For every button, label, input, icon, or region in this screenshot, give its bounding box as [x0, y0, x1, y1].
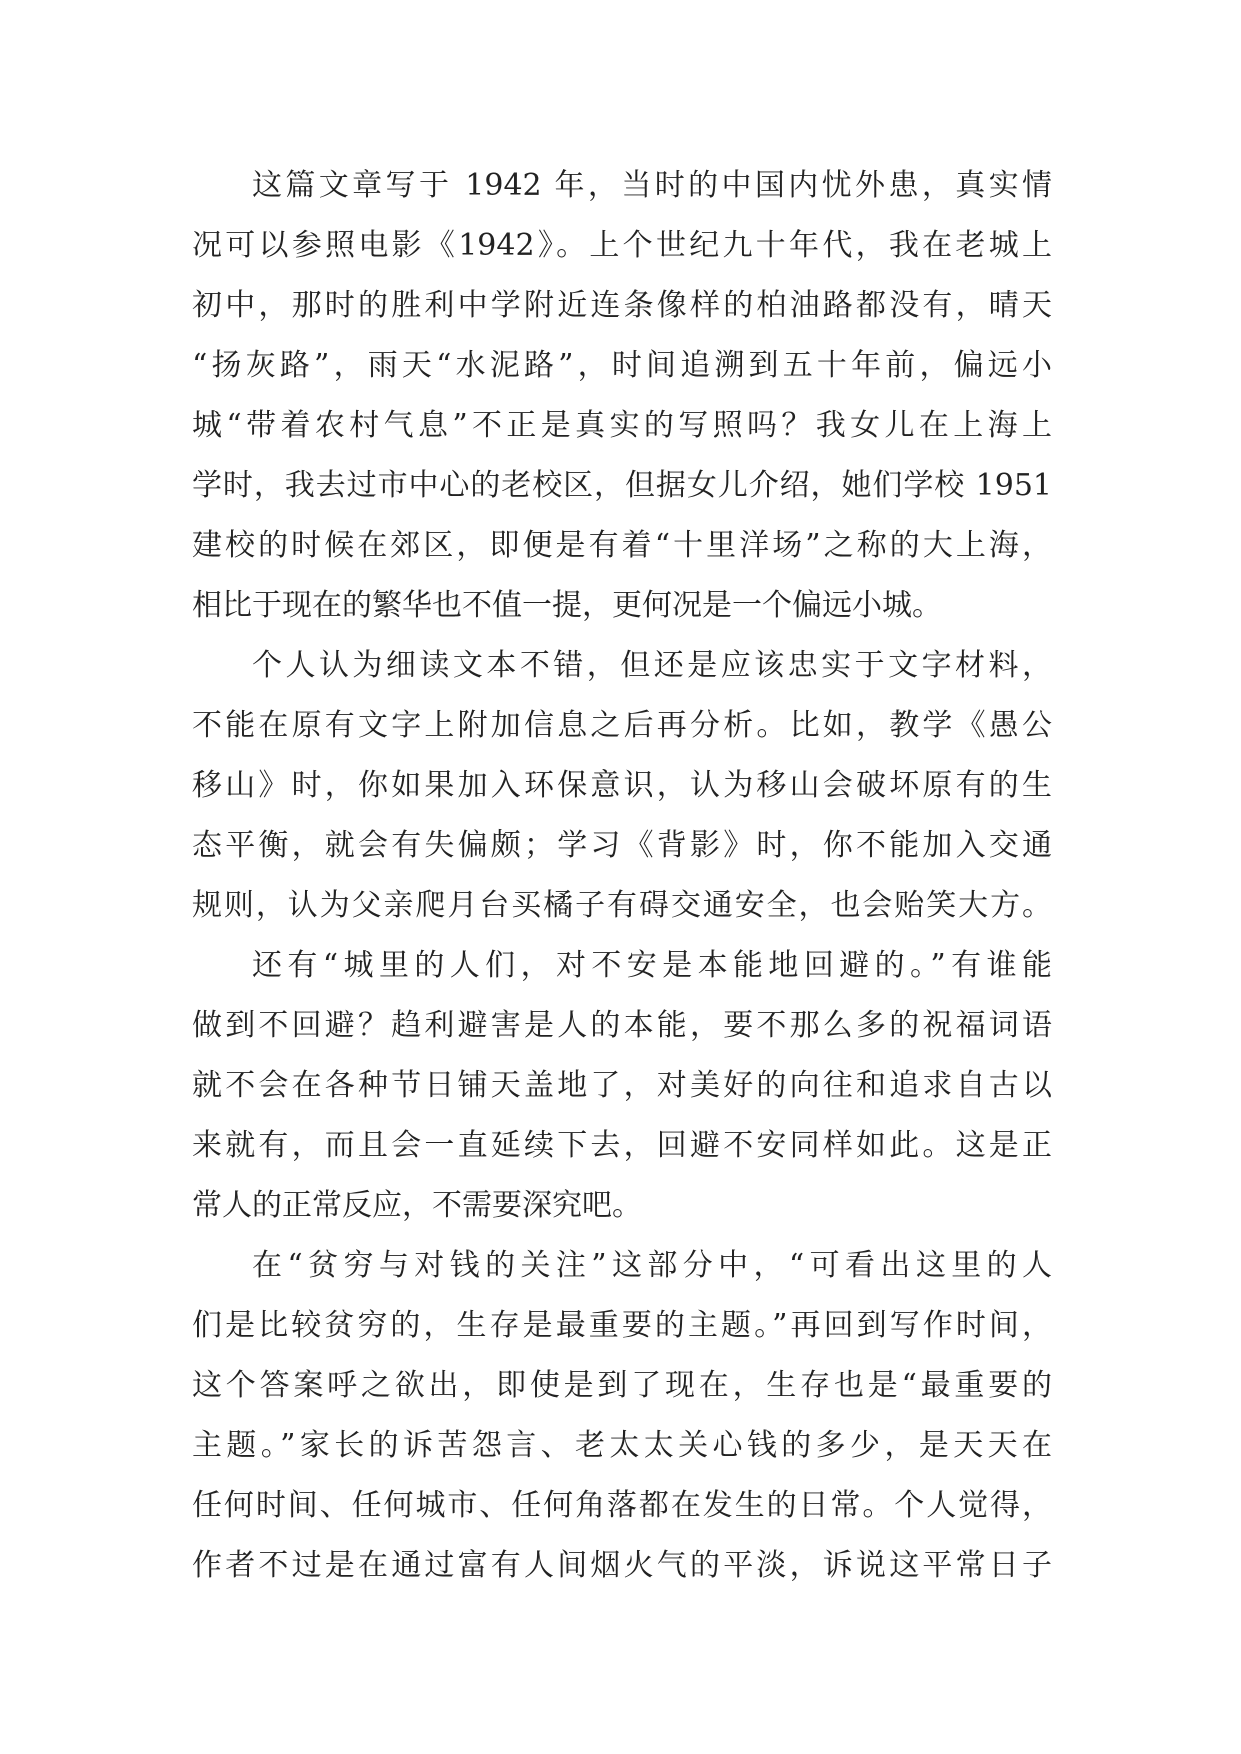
text-line: 移山》时，你如果加入环保意识，认为移山会破坏原有的生: [192, 768, 1052, 803]
text-line: 作者不过是在通过富有人间烟火气的平淡，诉说这平常日子: [192, 1548, 1052, 1583]
paragraph: [192, 636, 1052, 936]
text-line: “扬灰路”，雨天“水泥路”，时间追溯到五十年前，偏远小: [192, 348, 1052, 383]
text-line: 城“带着农村气息”不正是真实的写照吗？我女儿在上海上: [192, 408, 1052, 443]
text-line: 任何时间、任何城市、任何角落都在发生的日常。个人觉得，: [192, 1488, 1052, 1523]
text-line: 就不会在各种节日铺天盖地了，对美好的向往和追求自古以: [192, 1068, 1052, 1103]
paragraph: [192, 1236, 1052, 1596]
text-line: 规则，认为父亲爬月台买橘子有碍交通安全，也会贻笑大方。: [192, 888, 1052, 923]
text-line: 学时，我去过市中心的老校区，但据女儿介绍，她们学校 1951: [192, 468, 1052, 503]
text-line: 不能在原有文字上附加信息之后再分析。比如，教学《愚公: [192, 708, 1052, 743]
text-line: 主题。”家长的诉苦怨言、老太太关心钱的多少，是天天在: [192, 1428, 1052, 1463]
text-line: 建校的时候在郊区，即便是有着“十里洋场”之称的大上海，: [192, 528, 1052, 563]
text-line: 这个答案呼之欲出，即使是到了现在，生存也是“最重要的: [192, 1368, 1052, 1403]
paragraph: [192, 156, 1052, 636]
text-line: 做到不回避？趋利避害是人的本能，要不那么多的祝福词语: [192, 1008, 1052, 1043]
text-line: 初中，那时的胜利中学附近连条像样的柏油路都没有，晴天: [192, 288, 1052, 323]
text-line: 这篇文章写于 1942 年，当时的中国内忧外患，真实情: [252, 168, 1052, 203]
paragraph: [192, 936, 1052, 1236]
text-line: 常人的正常反应，不需要深究吧。: [192, 1188, 642, 1223]
text-line: 来就有，而且会一直延续下去，回避不安同样如此。这是正: [192, 1128, 1052, 1163]
text-line: 在“贫穷与对钱的关注”这部分中，“可看出这里的人: [252, 1248, 1052, 1283]
text-line: 况可以参照电影《1942》。上个世纪九十年代，我在老城上: [192, 228, 1052, 263]
text-line: 们是比较贫穷的，生存是最重要的主题。”再回到写作时间，: [192, 1308, 1052, 1343]
text-line: 个人认为细读文本不错，但还是应该忠实于文字材料，: [252, 648, 1052, 683]
text-line: 相比于现在的繁华也不值一提，更何况是一个偏远小城。: [192, 588, 942, 623]
document-body: [192, 156, 1052, 1596]
text-line: 态平衡，就会有失偏颇；学习《背影》时，你不能加入交通: [192, 828, 1052, 863]
text-line: 还有“城里的人们，对不安是本能地回避的。”有谁能: [252, 948, 1052, 983]
